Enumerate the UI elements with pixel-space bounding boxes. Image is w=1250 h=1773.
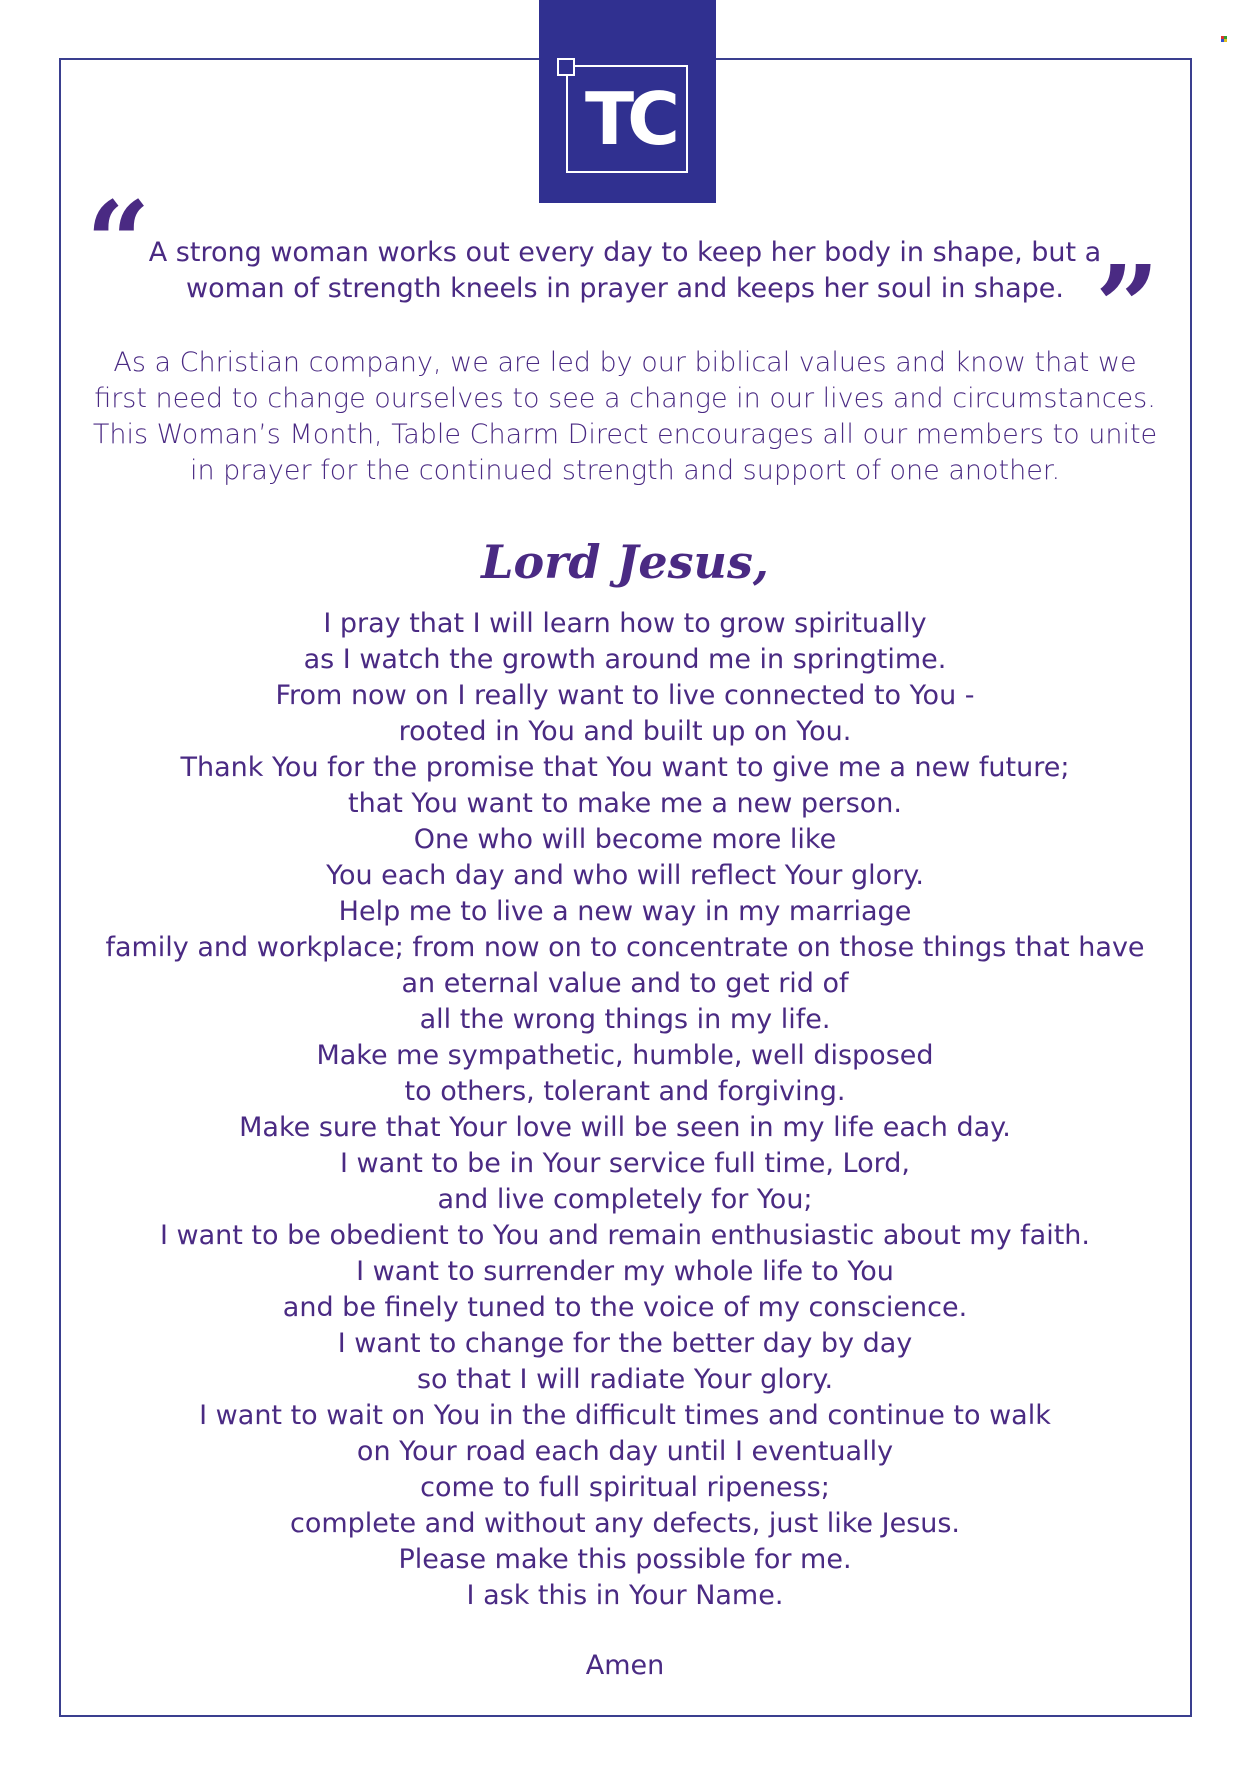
- prayer-line: as I watch the growth around me in springtime.: [303, 644, 947, 675]
- prayer-line: come to full spiritual ripeness;: [420, 1472, 830, 1503]
- prayer-line: and live completely for You;: [437, 1184, 813, 1215]
- prayer-line: I want to be obedient to You and remain enthusiastic about my faith.: [159, 1220, 1091, 1251]
- prayer-line: complete and without any defects, just like Jesus.: [289, 1508, 961, 1539]
- prayer-line: I pray that I will learn how to grow spiritually: [323, 608, 927, 639]
- prayer-closing: Amen: [585, 1650, 665, 1681]
- intro-line: As a Christian company, we are led by our biblical values and know that we: [113, 347, 1137, 378]
- logo-frame: [566, 65, 688, 173]
- prayer-line: Help me to live a new way in my marriage: [338, 896, 912, 927]
- intro-line: This Woman’s Month, Table Charm Direct encourages all our members to unite: [92, 419, 1158, 450]
- prayer-line: rooted in You and built up on You.: [398, 716, 852, 747]
- prayer-line: all the wrong things in my life.: [419, 1004, 831, 1035]
- prayer-line: I want to wait on You in the difficult times and continue to walk: [199, 1400, 1051, 1431]
- prayer-line: I want to be in Your service full time, Lord,: [340, 1148, 910, 1179]
- prayer-salutation: Lord Jesus,: [481, 535, 769, 589]
- prayer-line: You each day and who will reflect Your glory.: [326, 860, 924, 891]
- prayer-line: on Your road each day until I eventually: [356, 1436, 894, 1467]
- prayer-line: I ask this in Your Name.: [466, 1580, 784, 1611]
- featured-quote: [120, 235, 1130, 307]
- prayer-line: Please make this possible for me.: [398, 1544, 852, 1575]
- logo-text: TC: [585, 77, 673, 161]
- prayer-line: Make sure that Your love will be seen in my life each day.: [239, 1112, 1011, 1143]
- prayer-line: Make me sympathetic, humble, well disposed: [316, 1040, 934, 1071]
- quote-line: woman of strength kneels in prayer and keeps her soul in shape.: [186, 273, 1064, 304]
- prayer-line: to others, tolerant and forgiving.: [404, 1076, 846, 1107]
- prayer-line: an eternal value and to get rid of: [401, 968, 849, 999]
- close-quote-mark: ”: [1095, 242, 1160, 373]
- tc-logo: [539, 0, 716, 203]
- logo-corner-square: [557, 58, 575, 76]
- prayer-line: Thank You for the promise that You want to give me a new future;: [180, 752, 1070, 783]
- prayer-line: I want to surrender my whole life to You: [356, 1256, 894, 1287]
- prayer-line: that You want to make me a new person.: [348, 788, 902, 819]
- prayer-line: I want to change for the better day by day: [337, 1328, 913, 1359]
- prayer-line: From now on I really want to live connected to You -: [275, 680, 975, 711]
- prayer-line: so that I will radiate Your glory.: [416, 1364, 834, 1395]
- prayer-body: [75, 606, 1175, 1614]
- prayer-line: One who will become more like: [413, 824, 837, 855]
- intro-line: first need to change ourselves to see a change in our lives and circumstances.: [94, 383, 1156, 414]
- intro-line: in prayer for the continued strength and support of one another.: [189, 455, 1061, 486]
- prayer-line: family and workplace; from now on to concentrate on those things that have: [105, 932, 1145, 963]
- registration-mark-icon: [1221, 36, 1228, 43]
- open-quote-mark: “: [86, 178, 151, 309]
- prayer-line: and be finely tuned to the voice of my conscience.: [282, 1292, 968, 1323]
- quote-line: A strong woman works out every day to keep her body in shape, but a: [148, 237, 1102, 268]
- intro-paragraph: [75, 345, 1175, 489]
